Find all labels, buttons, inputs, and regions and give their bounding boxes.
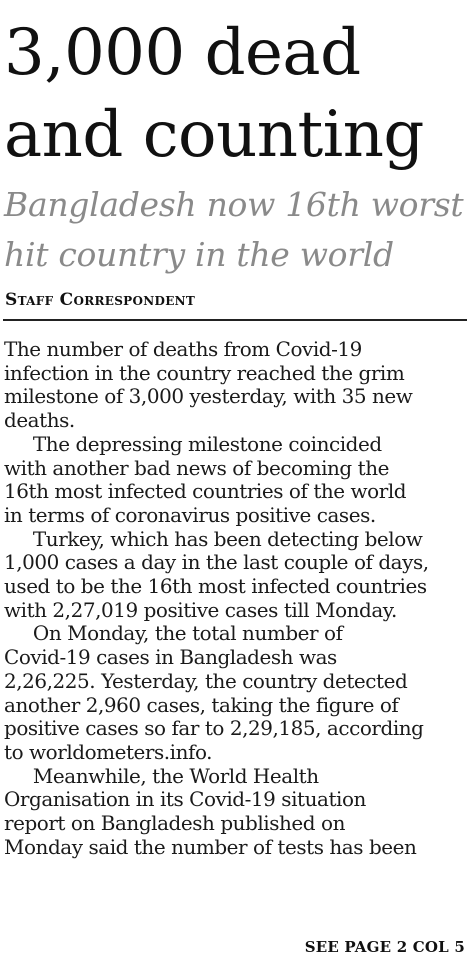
body-line: report on Bangladesh published on [4,811,345,836]
body-line: positive cases so far to 2,29,185, according [4,716,424,741]
body-line: The depressing milestone coincided [32,431,382,456]
headline [4,12,464,176]
body-line: Turkey, which has been detecting below [32,526,423,551]
byline: Staff Correspondent [5,290,196,310]
body-line: 16th most infected countries of the world [4,479,407,504]
body-line: infection in the country reached the grim [4,360,405,385]
body-line: The number of deaths from Covid-19 [4,337,362,361]
body-line: another 2,960 cases, taking the figure of [4,692,399,717]
headline-line: 3,000 dead [4,16,361,90]
body-line: to worldometers.info. [4,739,213,764]
body-line: 1,000 cases a day in the last couple of days, [4,550,429,575]
body-line: Monday said the number of tests has been [4,834,417,859]
subheadline-line: hit country in the world [4,235,394,274]
body-line: in terms of coronavirus positive cases. [4,502,376,527]
body-line: used to be the 16th most infected countries [4,574,427,599]
body-line: On Monday, the total number of [32,621,343,646]
body-line: with another bad news of becoming the [4,455,389,480]
body-line: Covid-19 cases in Bangladesh was [4,645,337,670]
continued-jump-line: SEE PAGE 2 COL 5 [304,938,465,956]
byline-divider [3,319,467,321]
article-body [4,338,467,859]
body-line: milestone of 3,000 yesterday, with 35 new [4,384,413,409]
body-line: deaths. [4,408,75,433]
body-line: 2,26,225. Yesterday, the country detected [4,668,408,693]
subheadline-line: Bangladesh now 16th worst [4,185,464,224]
body-line: with 2,27,019 positive cases till Monday. [4,597,397,622]
body-line: Organisation in its Covid-19 situation [4,787,366,812]
headline-line: and counting [4,98,424,172]
subheadline [4,180,466,280]
body-line: Meanwhile, the World Health [32,763,319,788]
